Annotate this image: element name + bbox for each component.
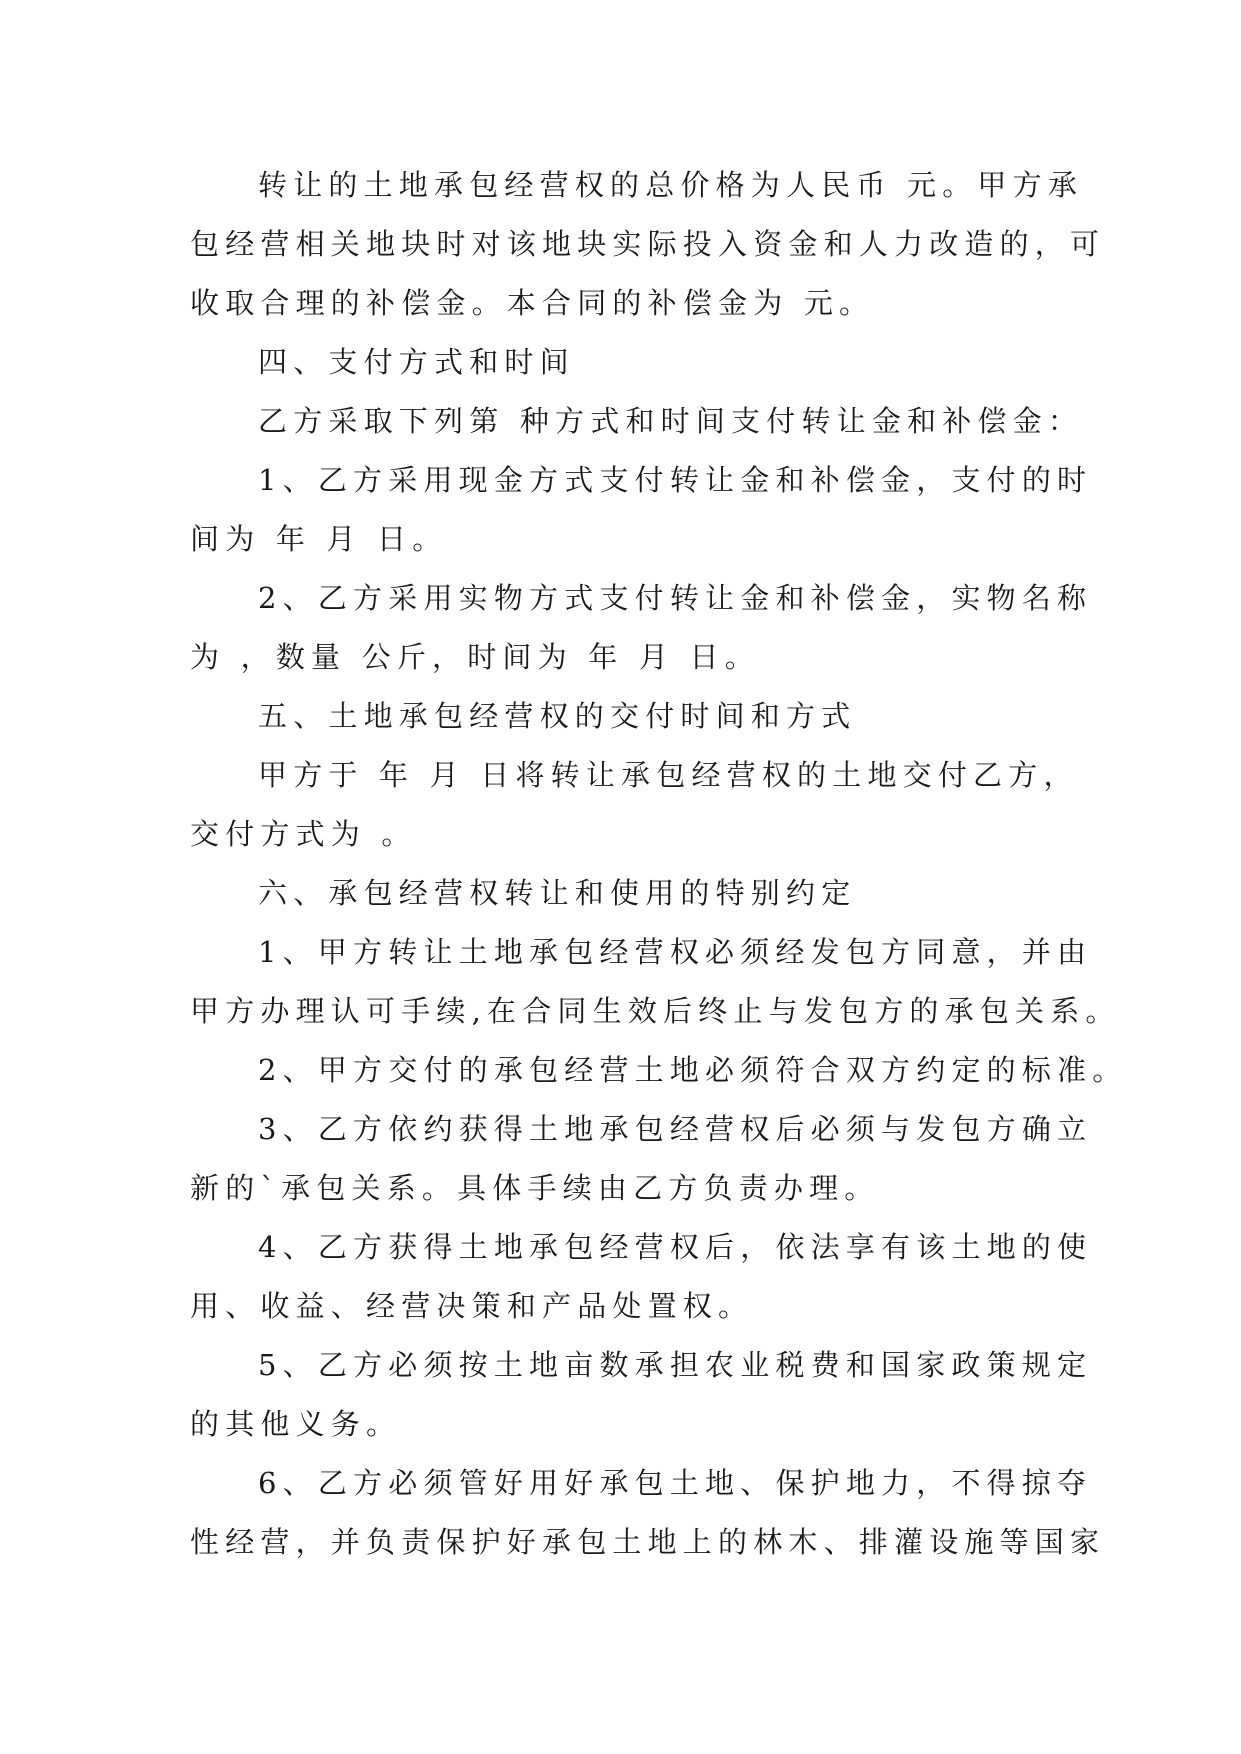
text-line: 新的`承包关系。具体手续由乙方负责办理。 <box>190 1171 880 1205</box>
numbered-item: 3、乙方依约获得土地承包经营权后必须与发包方确立 <box>258 1112 1093 1146</box>
text-line: 收取合理的补偿金。本合同的补偿金为 元。 <box>190 286 875 320</box>
text-line: 的其他义务。 <box>190 1407 402 1441</box>
numbered-item: 5、乙方必须按土地亩数承担农业税费和国家政策规定 <box>258 1348 1093 1382</box>
text-line: 性经营，并负责保护好承包土地上的林木、排灌设施等国家 <box>190 1525 1106 1559</box>
text-line: 甲方办理认可手续,在合同生效后终止与发包方的承包关系。 <box>190 994 1121 1028</box>
text-line: 包经营相关地块时对该地块实际投入资金和人力改造的，可 <box>190 227 1106 261</box>
text-line: 交付方式为 。 <box>190 817 417 851</box>
text-line: 乙方采取下列第 种方式和时间支付转让金和补偿金： <box>258 404 1084 438</box>
numbered-item: 2、乙方采用实物方式支付转让金和补偿金，实物名称 <box>258 581 1093 615</box>
text-line: 为 ，数量 公斤，时间为 年 月 日。 <box>190 640 760 674</box>
numbered-item: 1、乙方采用现金方式支付转让金和补偿金，支付的时 <box>258 463 1093 497</box>
text-line: 甲方于 年 月 日将转让承包经营权的土地交付乙方， <box>258 758 1079 792</box>
numbered-item: 4、乙方获得土地承包经营权后，依法享有该土地的使 <box>258 1230 1093 1264</box>
numbered-item: 1、甲方转让土地承包经营权必须经发包方同意，并由 <box>258 935 1093 969</box>
section-heading: 六、承包经营权转让和使用的特别约定 <box>258 876 857 910</box>
text-line: 用、收益、经营决策和产品处置权。 <box>190 1289 754 1323</box>
numbered-item: 2、甲方交付的承包经营土地必须符合双方约定的标准。 <box>258 1053 1128 1087</box>
text-line: 间为 年 月 日。 <box>190 522 448 556</box>
section-heading: 五、土地承包经营权的交付时间和方式 <box>258 699 857 733</box>
text-line: 转让的土地承包经营权的总价格为人民币 元。甲方承 <box>258 168 1084 202</box>
contract-body-text <box>190 156 1128 1572</box>
numbered-item: 6、乙方必须管好用好承包土地、保护地力，不得掠夺 <box>258 1466 1093 1500</box>
section-heading: 四、支付方式和时间 <box>258 345 575 379</box>
